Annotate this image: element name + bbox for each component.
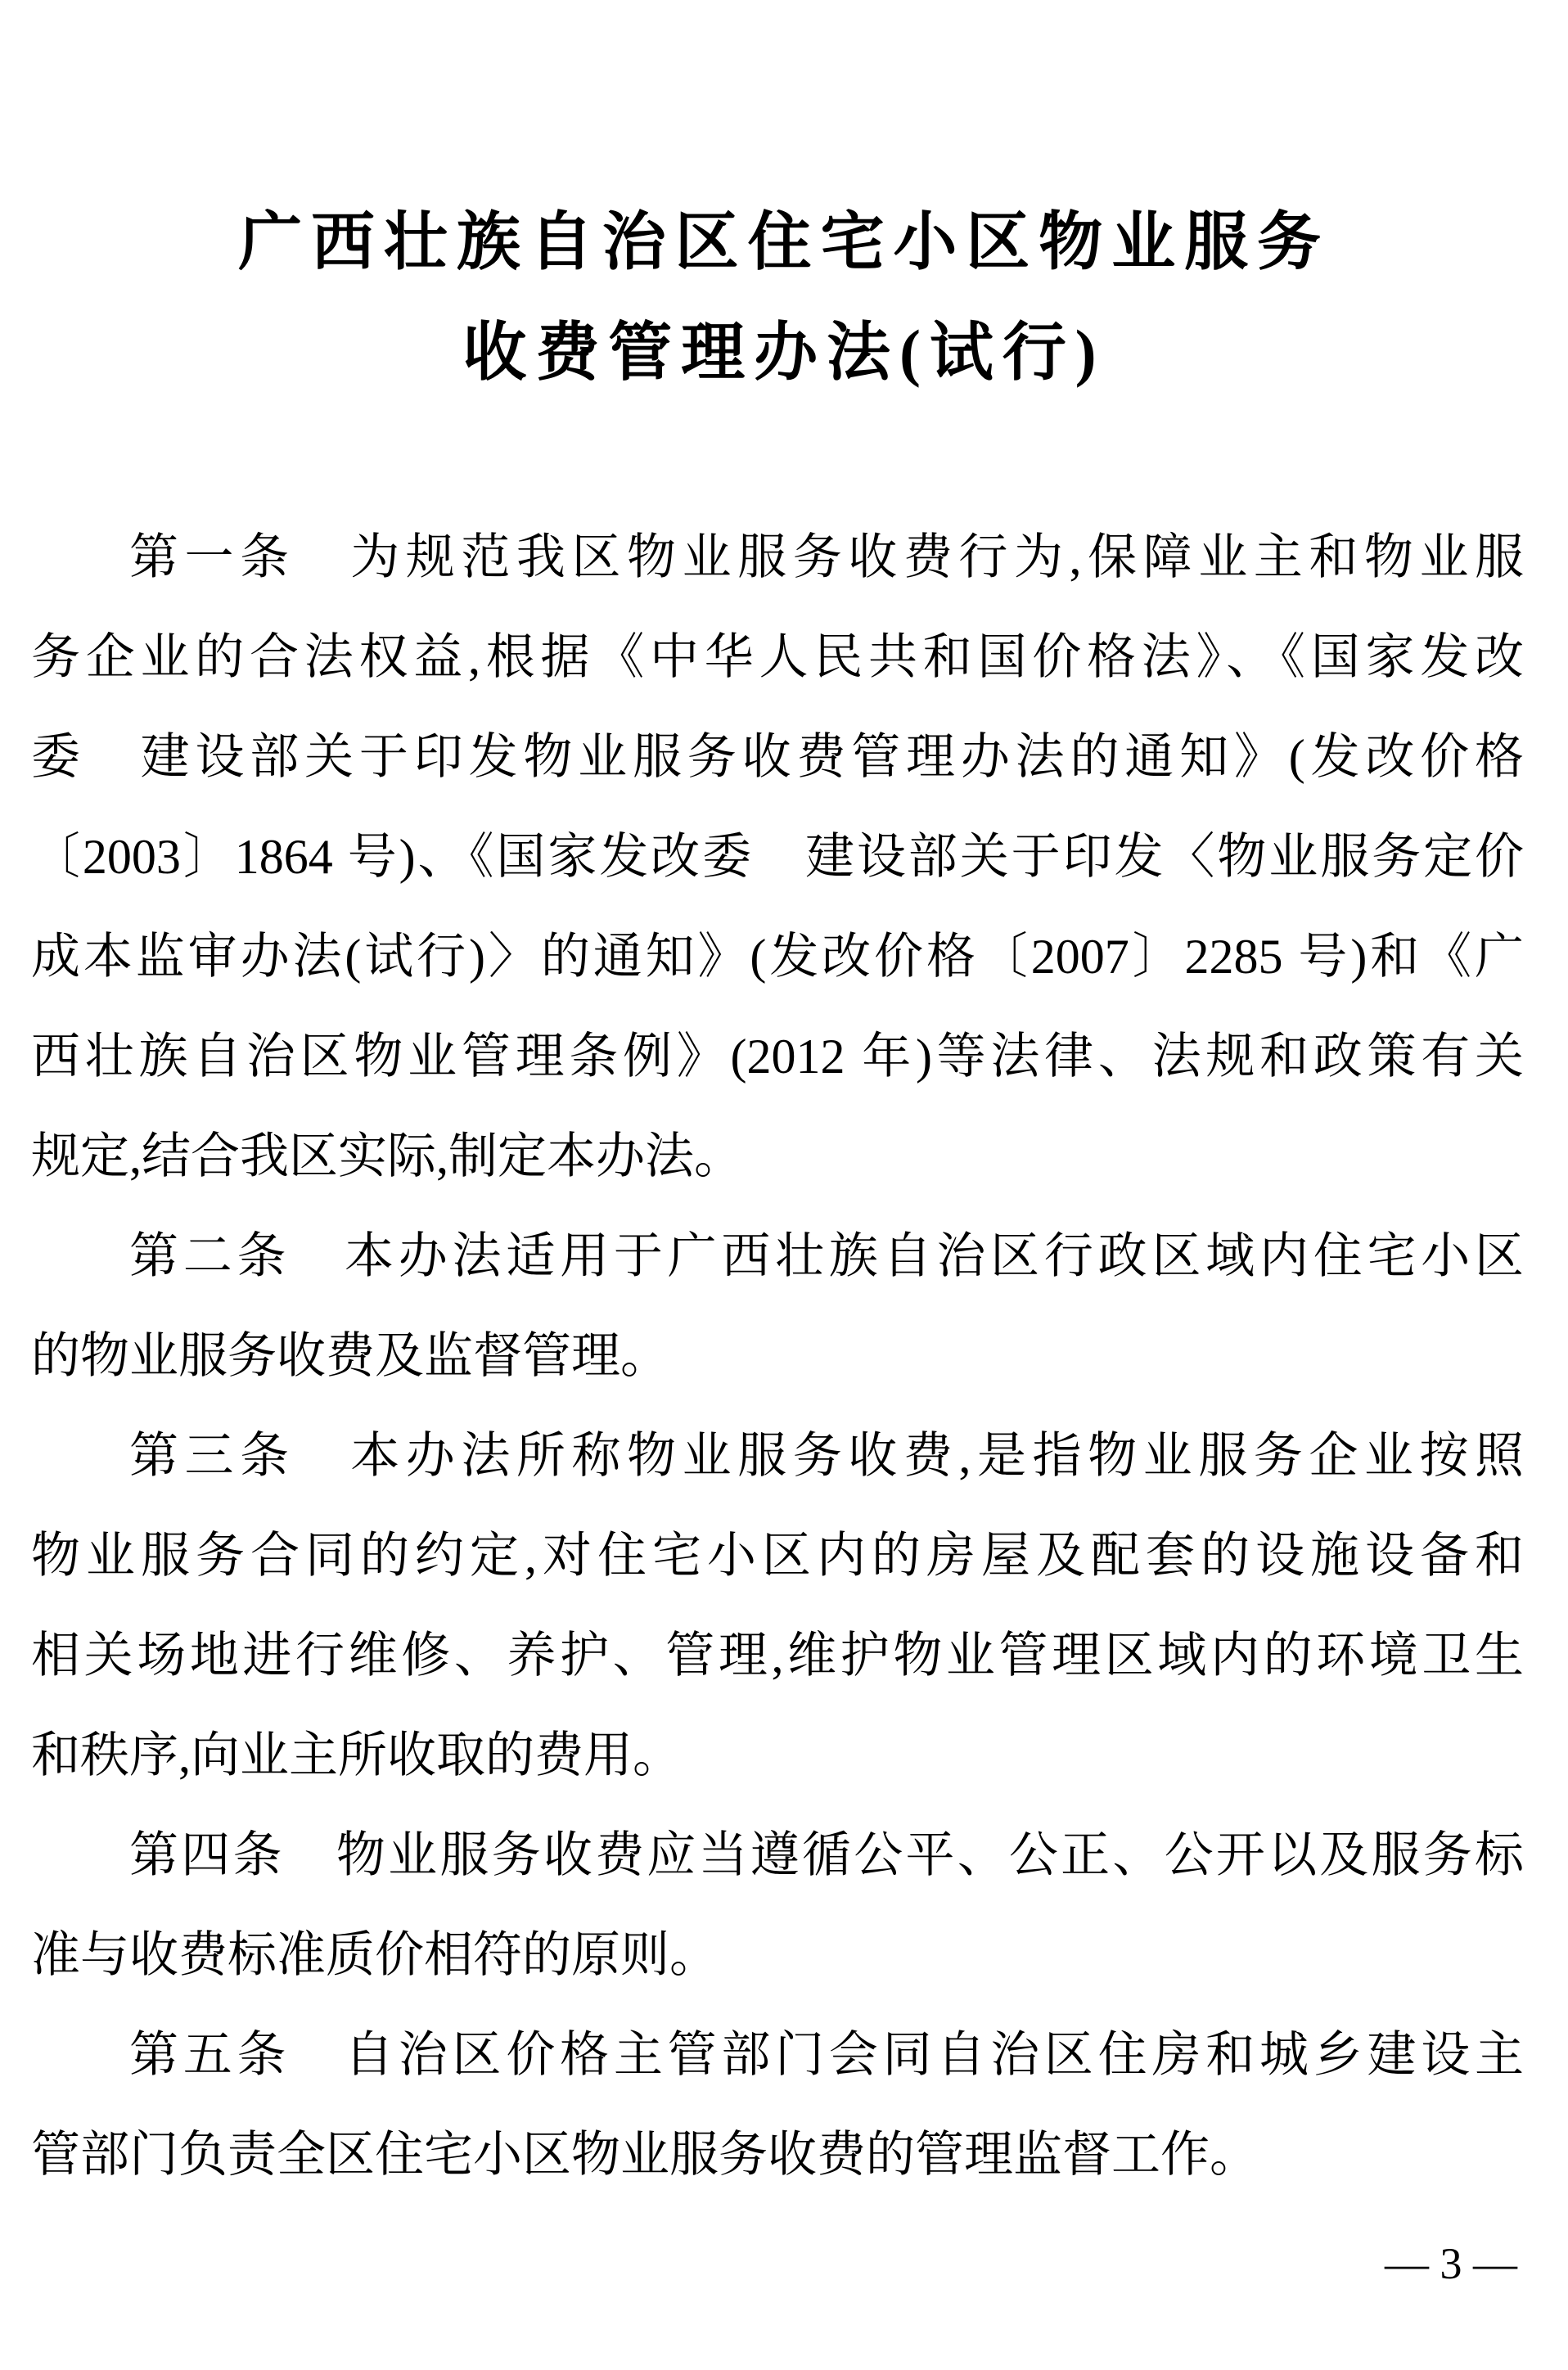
document-title: [0, 0, 1568, 408]
body-line-article-3: 第三条 本办法所称物业服务收费,是指物业服务企业按照: [129, 1429, 1524, 1483]
document-body: [31, 507, 1524, 2205]
body-line: 务企业的合法权益,根据《中华人民共和国价格法》、《国家发改: [31, 630, 1524, 684]
page-number: — 3 —: [1385, 2239, 1517, 2288]
body-line: 规定,结合我区实际,制定本办法。: [31, 1129, 743, 1183]
title-line-1: 广西壮族自治区住宅小区物业服务: [238, 206, 1330, 277]
body-line: 西壮族自治区物业管理条例》(2012 年)等法律、法规和政策有关: [31, 1030, 1524, 1084]
body-line: 的物业服务收费及监督管理。: [31, 1329, 669, 1383]
body-line: 相关场地进行维修、养护、管理,维护物业管理区域内的环境卫生: [31, 1629, 1524, 1683]
body-line: 委 建设部关于印发物业服务收费管理办法的通知》(发改价格: [31, 730, 1524, 784]
body-line: 成本监审办法(试行)〉的通知》(发改价格〔2007〕2285 号)和《广: [31, 930, 1524, 984]
title-line-2: 收费管理办法(试行): [462, 317, 1106, 388]
body-line-article-4: 第四条 物业服务收费应当遵循公平、公正、公开以及服务标: [129, 1828, 1524, 1882]
body-line: 准与收费标准质价相符的原则。: [31, 1928, 719, 1982]
body-line: 物业服务合同的约定,对住宅小区内的房屋及配套的设施设备和: [31, 1529, 1524, 1583]
body-line: 〔2003〕1864 号)、《国家发改委 建设部关于印发〈物业服务定价: [31, 830, 1524, 884]
body-line-article-1: 第一条 为规范我区物业服务收费行为,保障业主和物业服: [129, 530, 1524, 584]
body-line-article-2: 第二条 本办法适用于广西壮族自治区行政区域内住宅小区: [129, 1229, 1524, 1283]
body-line-article-5: 第五条 自治区价格主管部门会同自治区住房和城乡建设主: [129, 2028, 1524, 2082]
body-line: 管部门负责全区住宅小区物业服务收费的管理监督工作。: [31, 2128, 1259, 2182]
body-line: 和秩序,向业主所收取的费用。: [31, 1728, 682, 1782]
